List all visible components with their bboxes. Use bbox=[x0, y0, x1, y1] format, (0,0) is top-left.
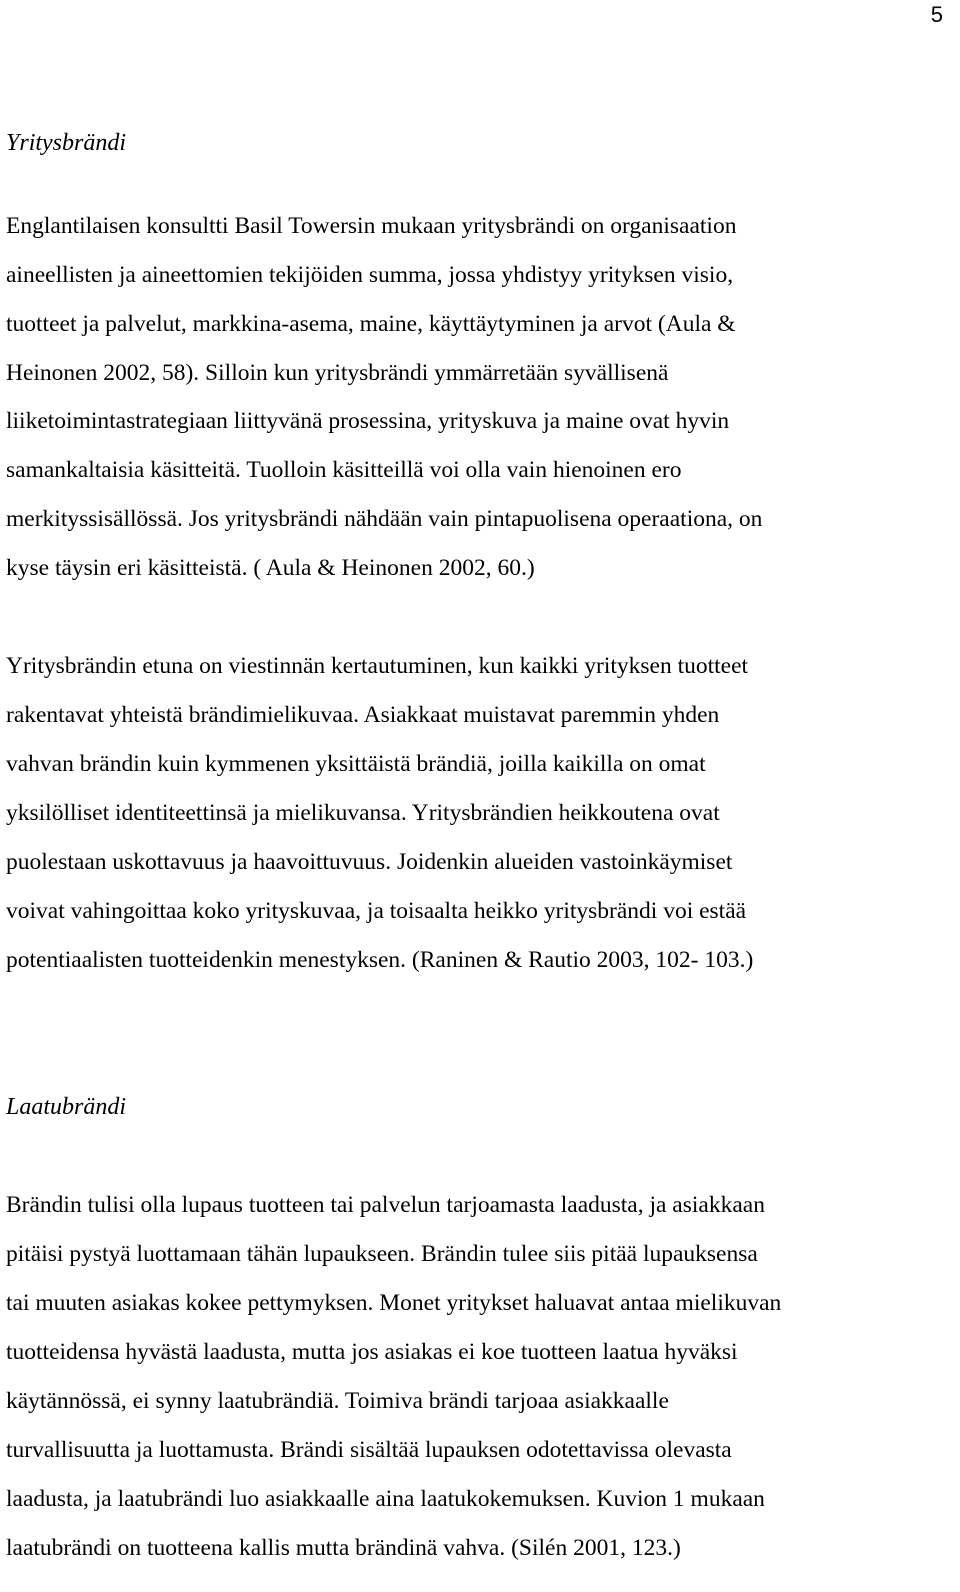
text-line: turvallisuutta ja luottamusta. Brändi sisältää lupauksen odotettavissa olevasta bbox=[6, 1437, 732, 1463]
page-number: 5 bbox=[930, 2, 943, 27]
text-line: laadusta, ja laatubrändi luo asiakkaalle aina laatukokemuksen. Kuvion 1 mukaan bbox=[6, 1486, 765, 1512]
text-line: rakentavat yhteistä brändimielikuvaa. Asiakkaat muistavat paremmin yhden bbox=[6, 702, 720, 728]
text-line: merkityssisällössä. Jos yritysbrändi nähdään vain pintapuolisena operaationa, on bbox=[6, 506, 763, 532]
text-line: samankaltaisia käsitteitä. Tuolloin käsitteillä voi olla vain hienoinen ero bbox=[6, 457, 682, 483]
text-line: kyse täysin eri käsitteistä. ( Aula & Heinonen 2002, 60.) bbox=[6, 555, 535, 581]
text-line: vahvan brändin kuin kymmenen yksittäistä brändiä, joilla kaikilla on omat bbox=[6, 751, 706, 777]
text-line: potentiaalisten tuotteidenkin menestyksen. (Raninen & Rautio 2003, 102- 103.) bbox=[6, 947, 754, 973]
section-heading-yritysbrandi: Yritysbrändi bbox=[6, 130, 127, 156]
text-line: pitäisi pystyä luottamaan tähän lupaukseen. Brändin tulee siis pitää lupauksensa bbox=[6, 1241, 758, 1267]
text-line: aineellisten ja aineettomien tekijöiden summa, jossa yhdistyy yrityksen visio, bbox=[6, 262, 734, 288]
text-line: tuotteet ja palvelut, markkina-asema, maine, käyttäytyminen ja arvot (Aula & bbox=[6, 311, 736, 337]
text-line: liiketoimintastrategiaan liittyvänä prosessina, yrityskuva ja maine ovat hyvin bbox=[6, 408, 730, 434]
text-line: Englantilaisen konsultti Basil Towersin mukaan yritysbrändi on organisaation bbox=[6, 213, 737, 239]
text-line: käytännössä, ei synny laatubrändiä. Toimiva brändi tarjoaa asiakkaalle bbox=[6, 1388, 669, 1414]
text-line: Heinonen 2002, 58). Silloin kun yritysbrändi ymmärretään syvällisenä bbox=[6, 360, 669, 386]
text-line: tuotteidensa hyvästä laadusta, mutta jos asiakas ei koe tuotteen laatua hyväksi bbox=[6, 1339, 738, 1365]
text-line: Yritysbrändin etuna on viestinnän kertautuminen, kun kaikki yrityksen tuotteet bbox=[6, 653, 749, 679]
section-heading-laatubrandi: Laatubrändi bbox=[6, 1094, 127, 1120]
text-line: laatubrändi on tuotteena kallis mutta brändinä vahva. (Silén 2001, 123.) bbox=[6, 1535, 681, 1561]
text-line: Brändin tulisi olla lupaus tuotteen tai palvelun tarjoamasta laadusta, ja asiakkaan bbox=[6, 1192, 765, 1218]
text-line: puolestaan uskottavuus ja haavoittuvuus. Joidenkin alueiden vastoinkäymiset bbox=[6, 849, 733, 875]
text-line: voivat vahingoittaa koko yrityskuvaa, ja toisaalta heikko yritysbrändi voi estää bbox=[6, 898, 747, 924]
text-line: tai muuten asiakas kokee pettymyksen. Monet yritykset haluavat antaa mielikuvan bbox=[6, 1290, 782, 1316]
text-line: yksilölliset identiteettinsä ja mielikuvansa. Yritysbrändien heikkoutena ovat bbox=[6, 800, 720, 826]
